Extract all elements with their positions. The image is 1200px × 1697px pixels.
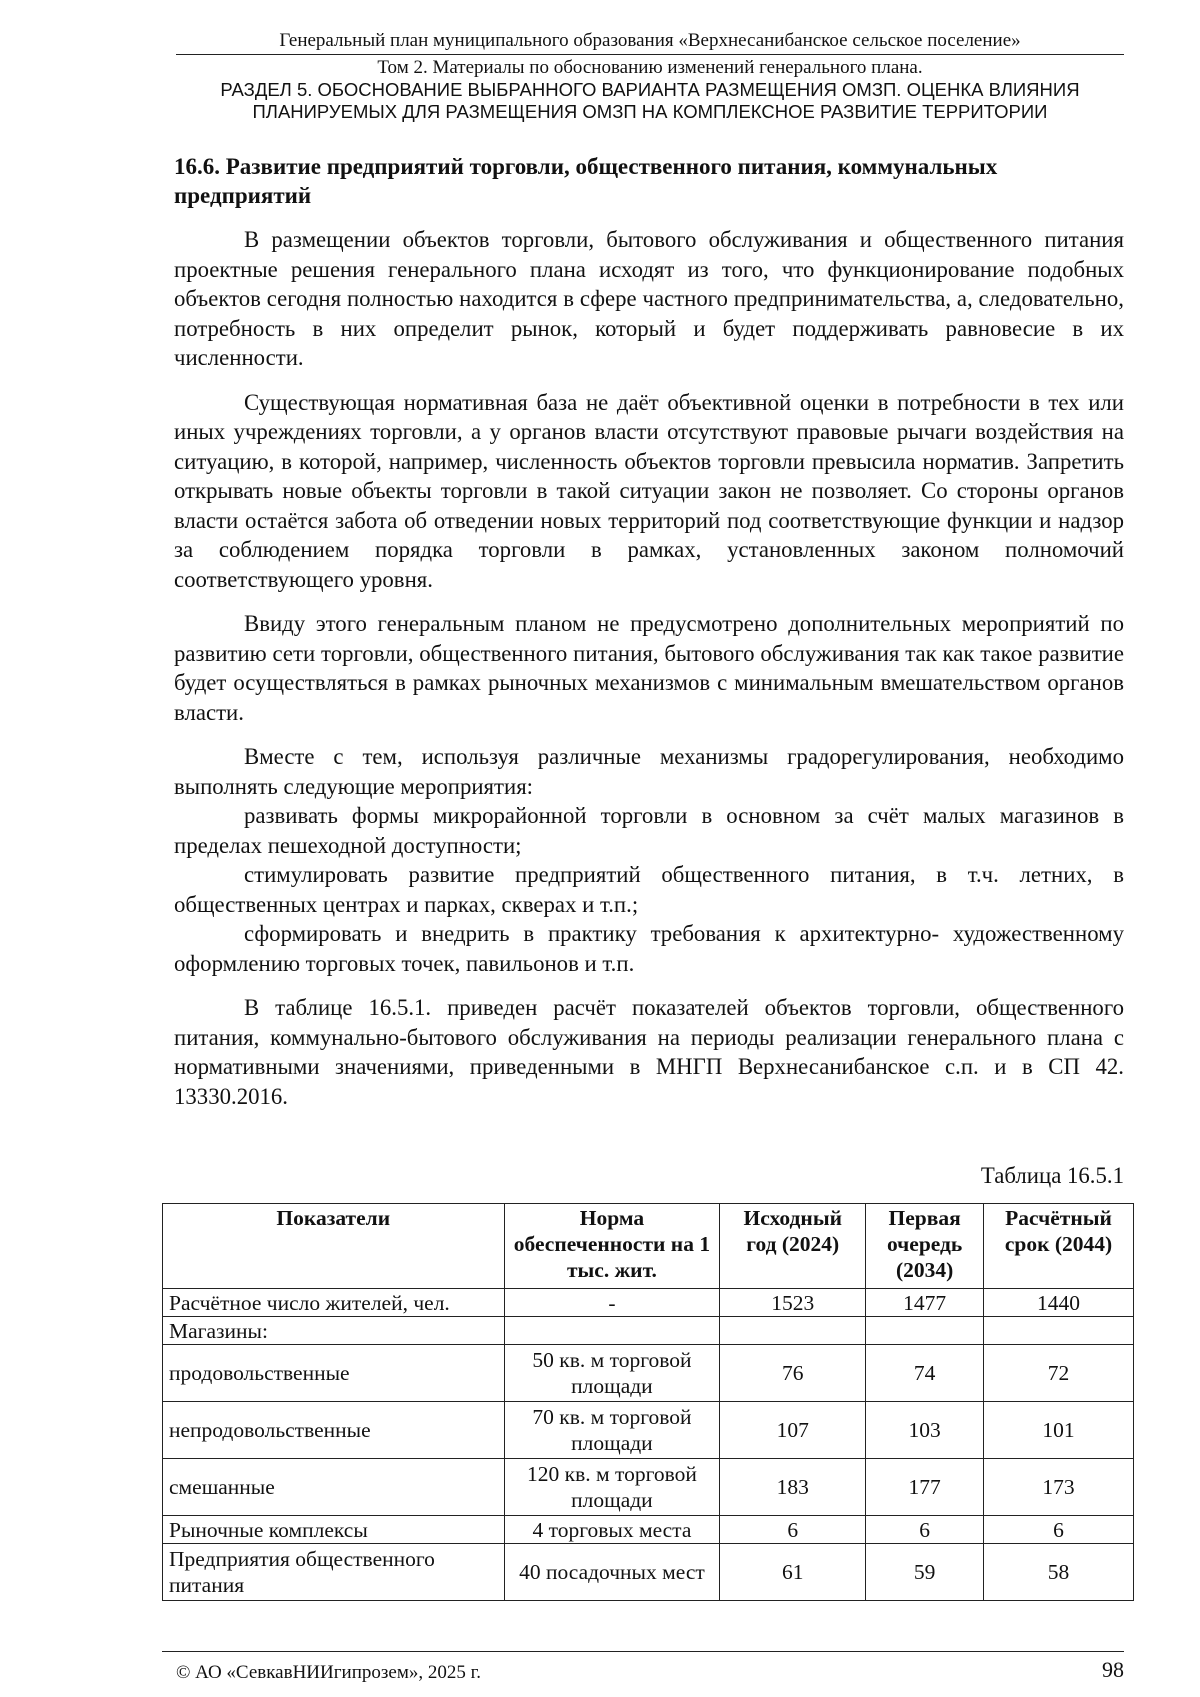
cell-norm: 120 кв. м торговой площади (504, 1459, 720, 1516)
cell-first: 6 (866, 1516, 984, 1544)
header-norm: Норма обеспеченности на 1 тыс. жит. (504, 1204, 720, 1289)
cell-indicator: Рыночные комплексы (163, 1516, 505, 1544)
cell-final: 173 (984, 1459, 1134, 1516)
cell-base: 1523 (720, 1289, 866, 1317)
body-text (174, 225, 1124, 1111)
document-title: Генеральный план муниципального образования «Верхнесанибанское сельское поселение» (279, 30, 1021, 51)
paragraph: Ввиду этого генеральным планом не предусмотрено дополнительных мероприятий по развитию сети торговли, общественного питания, бытового обслуживания так как такое развитие будет осуществляться в рамках рыночных механизмов с минимальным вмешательством органов власти. (174, 611, 1124, 725)
table-row (163, 1317, 1134, 1345)
cell-first (866, 1317, 984, 1345)
table-row (163, 1402, 1134, 1459)
cell-first: 177 (866, 1459, 984, 1516)
paragraph: Вместе с тем, используя различные механизмы градорегулирования, необходимо выполнять следующие мероприятия: (174, 744, 1124, 799)
cell-norm: 70 кв. м торговой площади (504, 1402, 720, 1459)
cell-final (984, 1317, 1134, 1345)
table-header-row (163, 1204, 1134, 1289)
cell-indicator: непродовольственные (163, 1402, 505, 1459)
list-item: развивать формы микрорайонной торговли в основном за счёт малых магазинов в пределах пешеходной доступности; (174, 803, 1124, 858)
cell-final: 6 (984, 1516, 1134, 1544)
header-final-term: Расчётный срок (2044) (984, 1204, 1134, 1289)
footer-divider (162, 1651, 1124, 1652)
cell-first: 59 (866, 1544, 984, 1601)
table-row (163, 1289, 1134, 1317)
page-number: 98 (1102, 1657, 1124, 1682)
cell-first: 1477 (866, 1289, 984, 1317)
cell-norm: 4 торговых места (504, 1516, 720, 1544)
cell-base: 76 (720, 1345, 866, 1402)
paragraph: В размещении объектов торговли, бытового обслуживания и общественного питания проектные решения генерального плана исходят из того, что функционирование подобных объектов сегодня полностью находится в сфере частного предпринимательства, а, следовательно, потребность в них определит рынок, который и будет поддерживать равновесие в их численности. (174, 227, 1124, 370)
cell-final: 72 (984, 1345, 1134, 1402)
table-caption: Таблица 16.5.1 (980, 1163, 1124, 1188)
table-row (163, 1544, 1134, 1601)
cell-indicator: Предприятия общественного питания (163, 1544, 505, 1601)
footer-copyright: © АО «СевкавНИИгипрозем», 2025 г. (176, 1662, 481, 1683)
cell-norm: 40 посадочных мест (504, 1544, 720, 1601)
cell-final: 1440 (984, 1289, 1134, 1317)
cell-first: 74 (866, 1345, 984, 1402)
cell-base: 107 (720, 1402, 866, 1459)
cell-norm (504, 1317, 720, 1345)
section-title-line-2: ПЛАНИРУЕМЫХ ДЛЯ РАЗМЕЩЕНИЯ ОМЗП НА КОМПЛЕКСНОЕ РАЗВИТИЕ ТЕРРИТОРИИ (252, 101, 1048, 122)
cell-norm: - (504, 1289, 720, 1317)
table-row (163, 1459, 1134, 1516)
cell-indicator: продовольственные (163, 1345, 505, 1402)
cell-final: 101 (984, 1402, 1134, 1459)
cell-first: 103 (866, 1402, 984, 1459)
paragraph: Существующая нормативная база не даёт объективной оценки в потребности в тех или иных учреждениях торговли, а у органов власти отсутствуют правовые рычаги воздействия на ситуацию, в которой, например, численность объектов торговли превысила норматив. Запретить открывать новые объекты торговли в такой ситуации закон не позволяет. Со стороны органов власти остаётся забота об отведении новых территорий под соответствующие функции и надзор за соблюдением порядка торговли в рамках, установленных законом полномочий соответствующего уровня. (174, 389, 1124, 592)
cell-norm: 50 кв. м торговой площади (504, 1345, 720, 1402)
list-item: сформировать и внедрить в практику требования к архитектурно- художественному оформлению торговых точек, павильонов и т.п. (174, 921, 1124, 976)
table-row (163, 1516, 1134, 1544)
section-title (176, 79, 1124, 123)
cell-indicator: смешанные (163, 1459, 505, 1516)
cell-base: 6 (720, 1516, 866, 1544)
paragraph: В таблице 16.5.1. приведен расчёт показателей объектов торговли, общественного питания, коммунально-бытового обслуживания на периоды реализации генерального плана с нормативными значениями, приведенными в МНГП Верхнесанибанское с.п. и в СП 42. 13330.2016. (174, 995, 1124, 1109)
section-title-line-1: РАЗДЕЛ 5. ОБОСНОВАНИЕ ВЫБРАННОГО ВАРИАНТА РАЗМЕЩЕНИЯ ОМЗП. ОЦЕНКА ВЛИЯНИЯ (220, 79, 1080, 100)
volume-title: Том 2. Материалы по обоснованию изменений генерального плана. (377, 57, 923, 78)
cell-indicator: Магазины: (163, 1317, 505, 1345)
header-divider (176, 54, 1124, 55)
cell-base (720, 1317, 866, 1345)
header-indicator: Показатели (163, 1204, 505, 1289)
header-first-stage: Первая очередь (2034) (866, 1204, 984, 1289)
cell-base: 183 (720, 1459, 866, 1516)
cell-base: 61 (720, 1544, 866, 1601)
cell-indicator: Расчётное число жителей, чел. (163, 1289, 505, 1317)
section-heading: 16.6. Развитие предприятий торговли, общественного питания, коммунальных предприятий (174, 154, 998, 208)
header-base-year: Исходный год (2024) (720, 1204, 866, 1289)
cell-final: 58 (984, 1544, 1134, 1601)
indicators-table (162, 1203, 1134, 1601)
list-item: стимулировать развитие предприятий общественного питания, в т.ч. летних, в общественных центрах и парках, скверах и т.п.; (174, 862, 1124, 917)
table-row (163, 1345, 1134, 1402)
